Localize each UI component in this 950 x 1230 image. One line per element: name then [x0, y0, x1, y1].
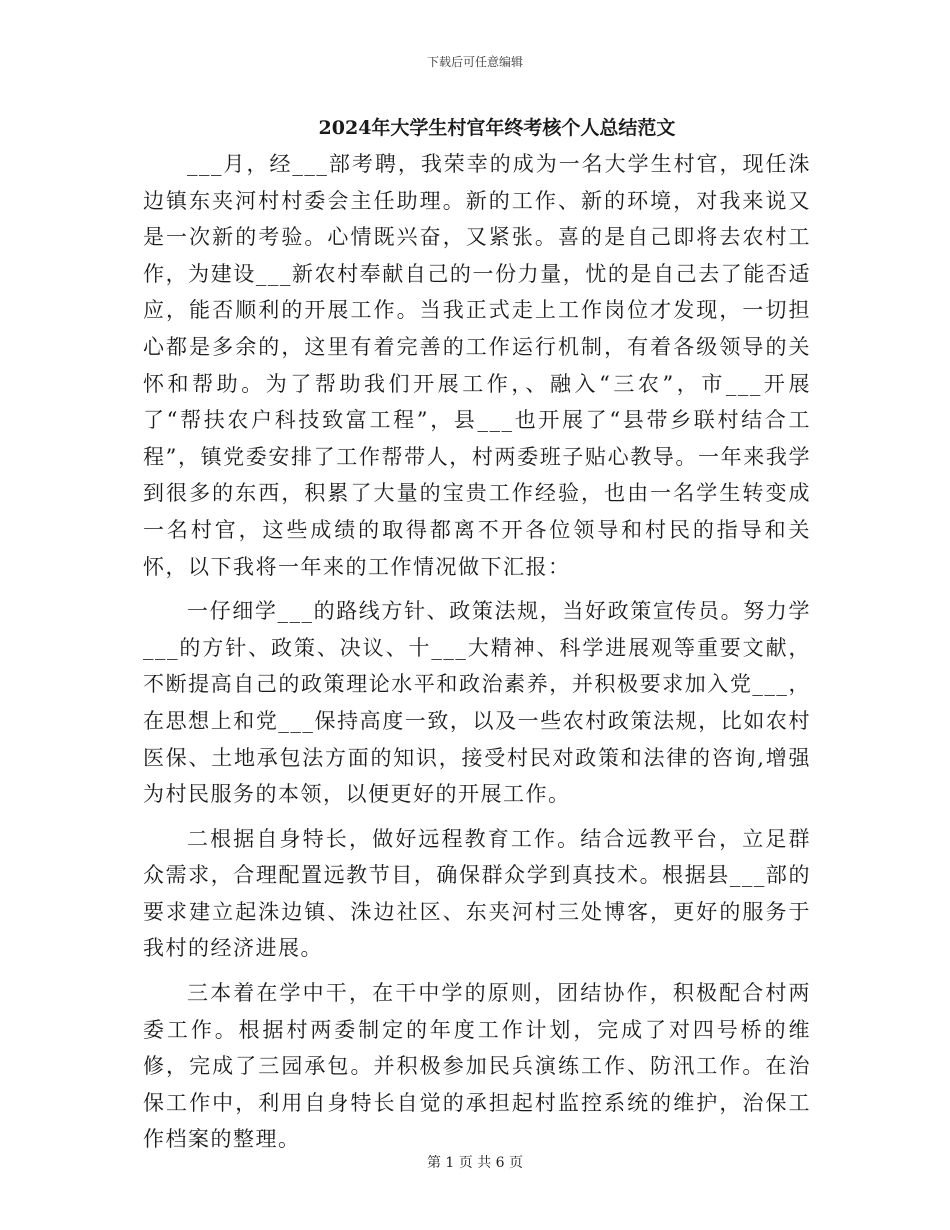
document-title: 2024年大学生村官年终考核个人总结范文 — [318, 117, 676, 139]
header-note: 下载后可任意编辑 — [426, 55, 523, 69]
document-body — [143, 146, 811, 1166]
paragraph-intro: ___月，经___部考聘，我荣幸的成为一名大学生村官，现任洙边镇东夹河村村委会主任助理。新的工作、新的环境，对我来说又是一次新的考验。心情既兴奋，又紧张。喜的是自己即将去农村工作，为建设___新农村奉献自己的一份力量，忧的是自己去了能否适应，能否顺利的开展工作。当我正式走上工作岗位才发现，一切担心都是多余的，这里有着完善的工作运行机制，有着各级领导的关怀和帮助。为了帮助我们开展工作，、融入“三农”，市___开展了“帮扶农户科技致富工程”，县___也开展了“县带乡联村结合工程”，镇党委安排了工作帮带人，村两委班子贴心教导。一年来我学到很多的东西，积累了大量的宝贵工作经验，也由一名学生转变成一名村官，这些成绩的取得都离不开各位领导和村民的指导和关怀，以下我将一年来的工作情况做下汇报： — [143, 152, 811, 579]
paragraph-study-policy: 一仔细学___的路线方针、政策法规，当好政策宣传员。努力学___的方针、政策、决议、十___大精神、科学进展观等重要文献，不断提高自己的政策理论水平和政治素养，并积极要求加入党___，在思想上和党___保持高度一致，以及一些农村政策法规，比如农村医保、土地承包法方面的知识，接受村民对政策和法律的咨询,增强为村民服务的本领，以便更好的开展工作。 — [143, 599, 811, 807]
page-number: 第 1 页 共 6 页 — [426, 1155, 524, 1171]
paragraph-remote-education: 二根据自身特长，做好远程教育工作。结合远教平台，立足群众需求，合理配置远教节目，确保群众学到真技术。根据县___部的要求建立起洙边镇、洙边社区、东夹河村三处博客，更好的服务于我村的经济进展。 — [143, 826, 811, 961]
paragraph-cooperation: 三本着在学中干，在干中学的原则，团结协作，积极配合村两委工作。根据村两委制定的年度工作计划，完成了对四号桥的维修，完成了三园承包。并积极参加民兵演练工作、防汛工作。在治保工作中，利用自身特长自觉的承担起村监控系统的维护，治保工作档案的整理。 — [143, 981, 811, 1152]
